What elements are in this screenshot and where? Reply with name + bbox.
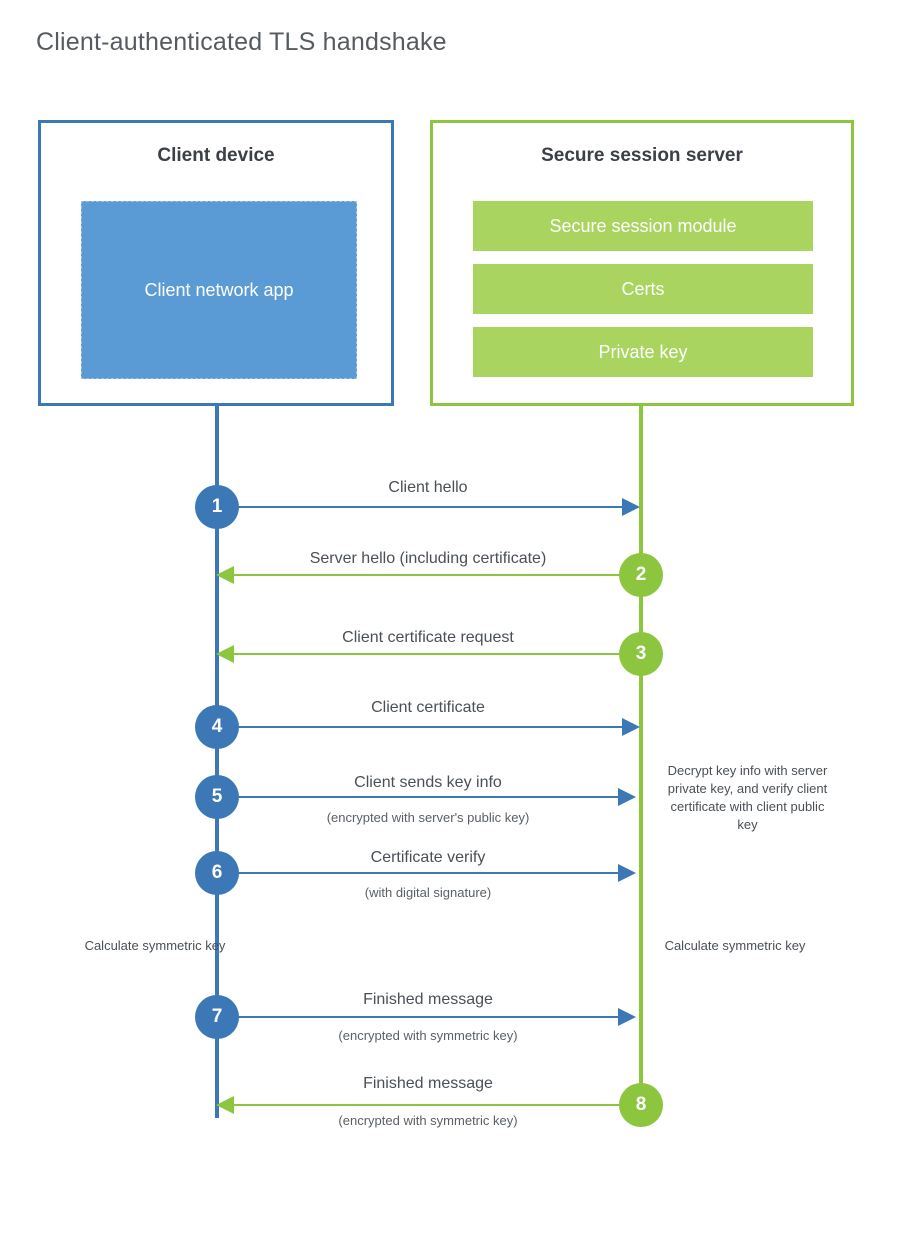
server-component-secure-session-module: Secure session module	[473, 201, 813, 251]
message-sublabel-5: (encrypted with server's public key)	[326, 810, 530, 825]
step-badge-1: 1	[195, 485, 239, 529]
message-label-7: Finished message	[363, 991, 493, 1008]
page-title: Client-authenticated TLS handshake	[36, 28, 447, 56]
server-component-certs: Certs	[473, 264, 813, 314]
server-note-calculate-symmetric-key: Calculate symmetric key	[664, 938, 806, 953]
secure-session-server-title: Secure session server	[541, 145, 743, 166]
server-note-decrypt: Decrypt key info with server private key, and verify client certificate with client public key	[667, 763, 828, 832]
step-badge-8: 8	[619, 1083, 663, 1127]
server-component-private-key: Private key	[473, 327, 813, 377]
client-device-box	[38, 120, 394, 406]
server-lifeline	[639, 406, 643, 1106]
message-label-4: Client certificate	[371, 699, 485, 716]
step-badge-4: 4	[195, 705, 239, 749]
step-badge-2: 2	[619, 553, 663, 597]
client-device-title: Client device	[157, 145, 275, 166]
message-label-2: Server hello (including certificate)	[309, 550, 547, 567]
client-note-calculate-symmetric-key: Calculate symmetric key	[84, 938, 226, 953]
step-badge-7: 7	[195, 995, 239, 1039]
step-badge-6: 6	[195, 851, 239, 895]
message-label-8: Finished message	[363, 1075, 493, 1092]
message-sublabel-6: (with digital signature)	[364, 885, 492, 900]
message-sublabel-8: (encrypted with symmetric key)	[338, 1113, 518, 1128]
message-label-3: Client certificate request	[342, 629, 514, 646]
secure-session-server-box	[430, 120, 854, 406]
message-label-5: Client sends key info	[354, 774, 502, 791]
step-badge-5: 5	[195, 775, 239, 819]
message-label-6: Certificate verify	[370, 849, 486, 866]
message-label-1: Client hello	[388, 479, 468, 496]
message-sublabel-7: (encrypted with symmetric key)	[338, 1028, 518, 1043]
client-network-app-block: Client network app	[81, 201, 357, 379]
step-badge-3: 3	[619, 632, 663, 676]
